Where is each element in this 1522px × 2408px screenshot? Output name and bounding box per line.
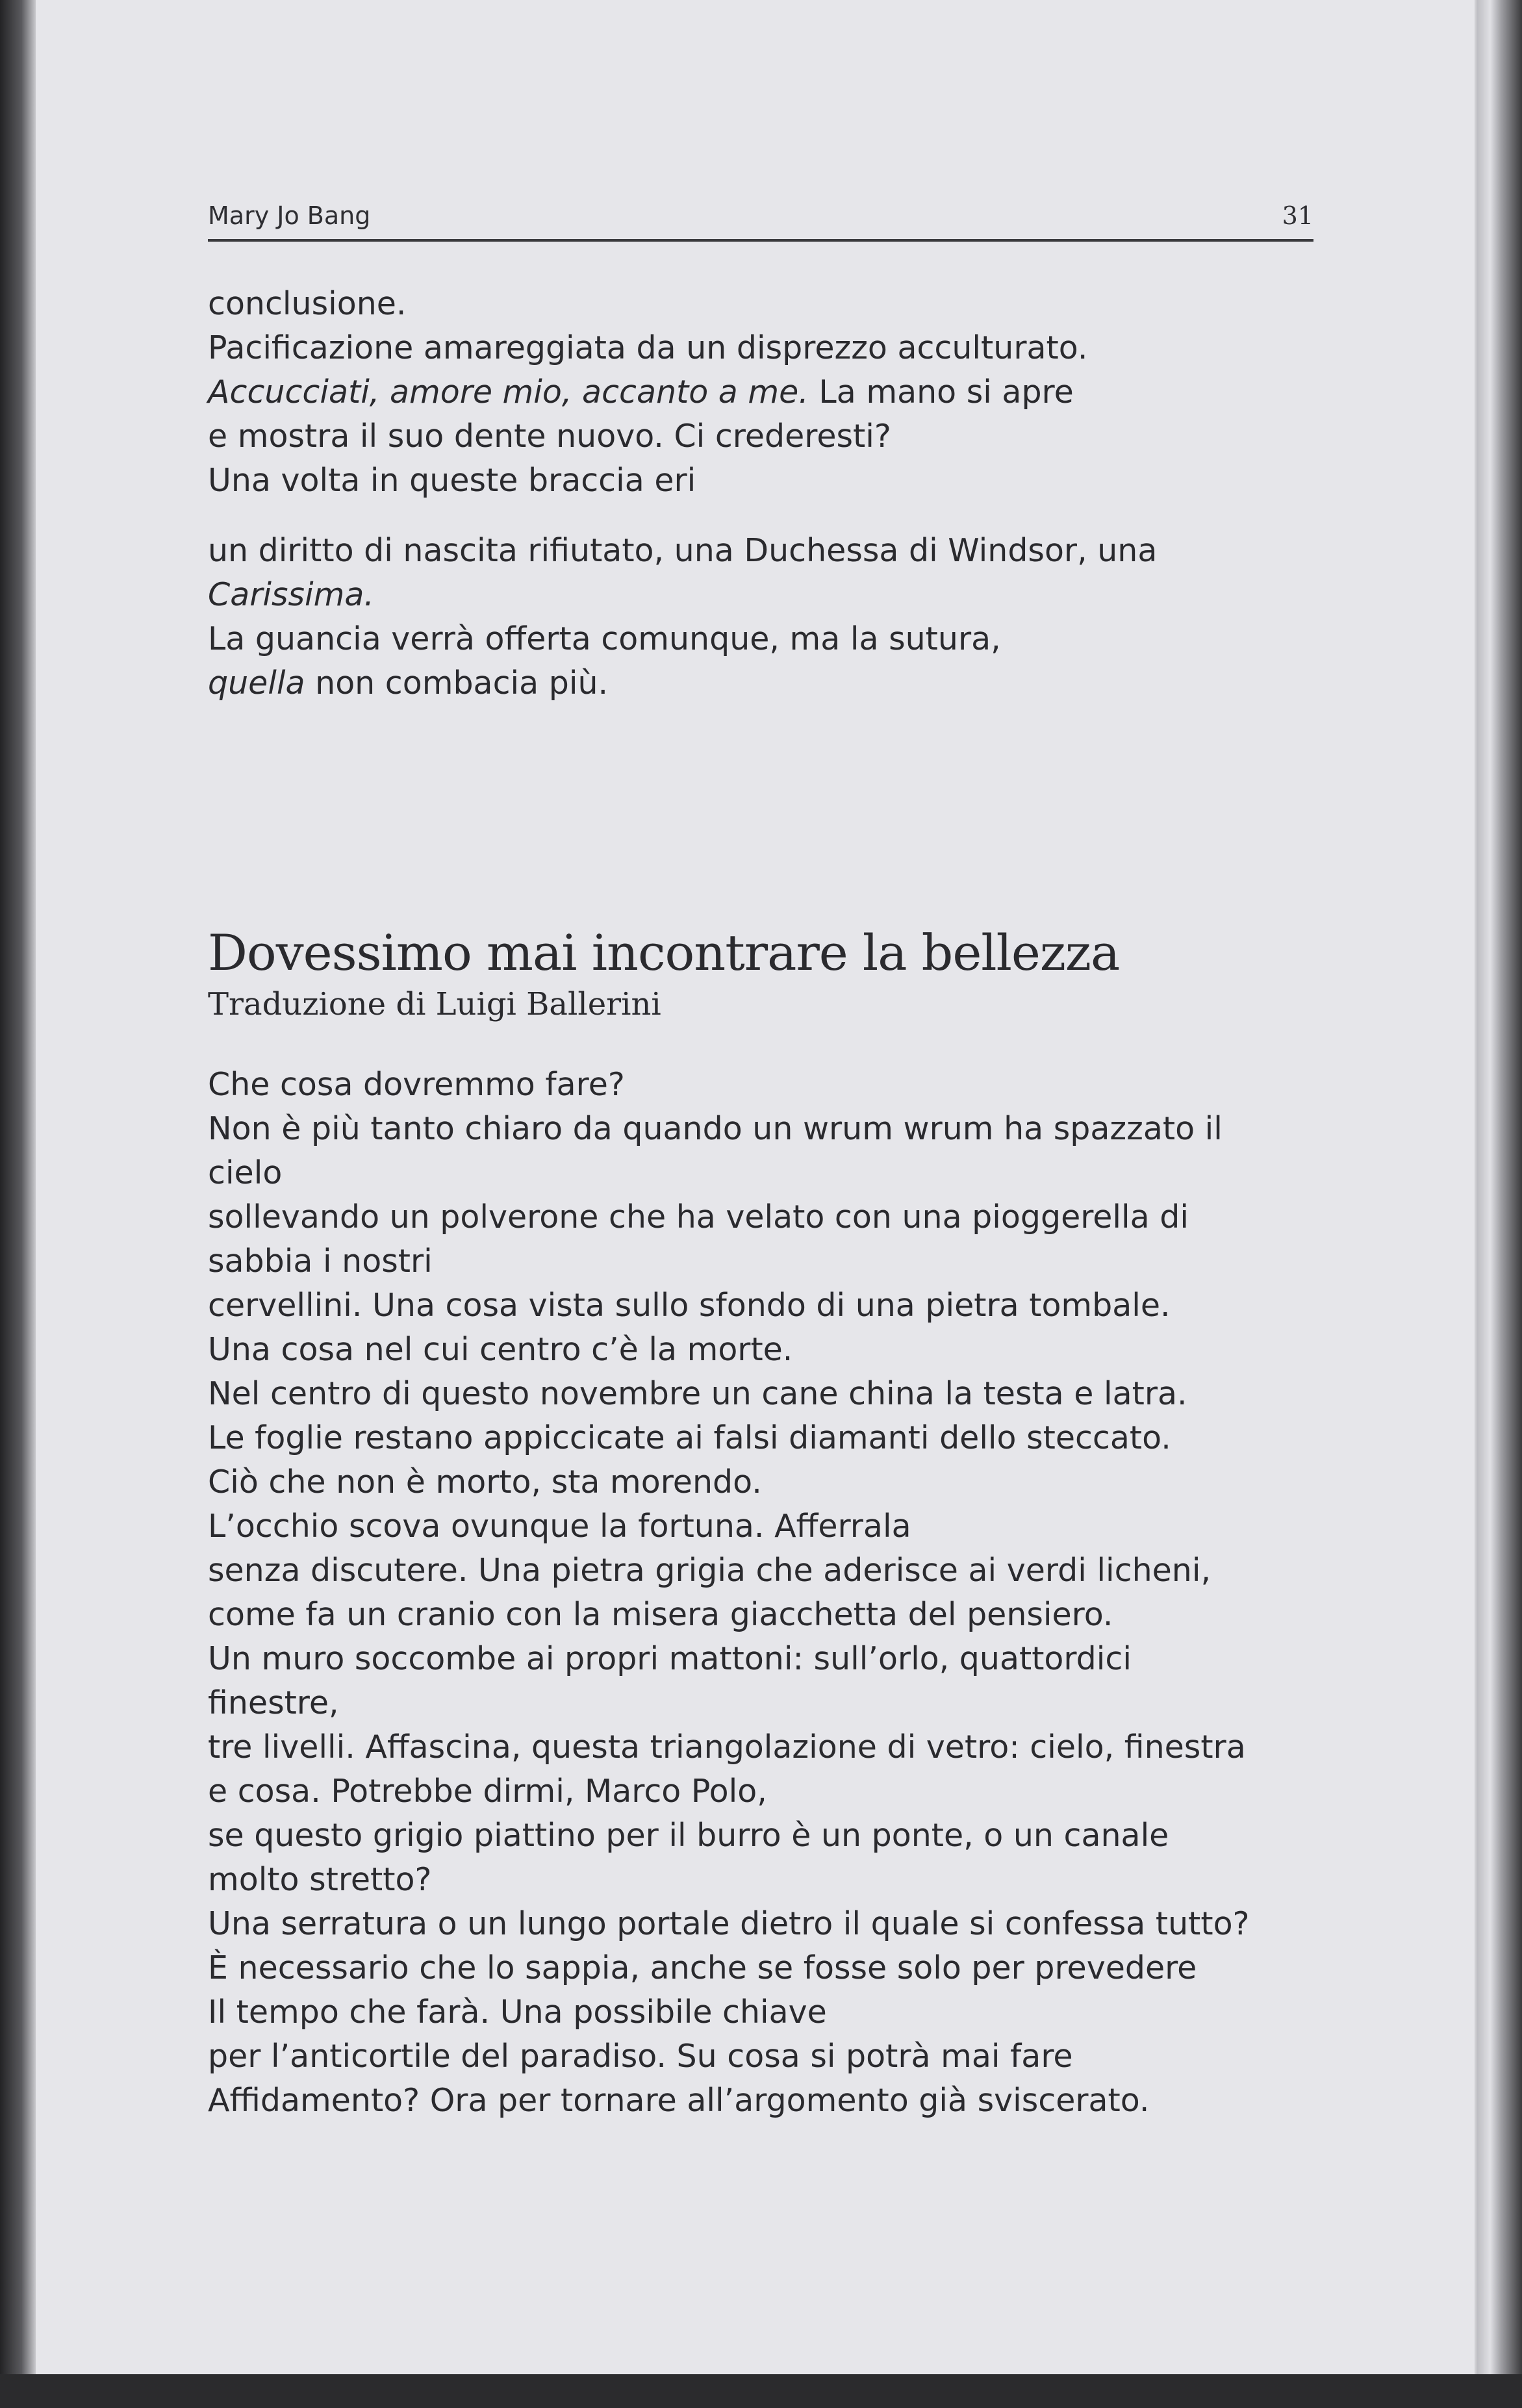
book-gutter (0, 0, 36, 2408)
poem-body (208, 1063, 1351, 2123)
poem-line (208, 370, 1351, 414)
page-bottom-shadow (0, 2374, 1522, 2408)
running-head-author: Mary Jo Bang (208, 201, 371, 230)
poem-line: conclusione. (208, 285, 407, 322)
translator-credit: Traduzione di Luigi Ballerini (208, 986, 661, 1022)
poem-line: Una serratura o un lungo portale dietro il quale si confessa tutto? (208, 1905, 1250, 1942)
poem-line (208, 661, 1351, 705)
poem-line: come fa un cranio con la misera giacchetta del pensiero. (208, 1596, 1113, 1633)
poem-line: Un muro soccombe ai propri mattoni: sull’orlo, quattordici (208, 1640, 1132, 1677)
italic-phrase: Accucciati, amore mio, accanto a me. (208, 374, 809, 411)
poem-line: cielo (208, 1154, 283, 1191)
poem-continuation-stanza-1 (208, 282, 1351, 503)
poem-line: finestre, (208, 1684, 339, 1721)
poem-line (208, 573, 1351, 617)
poem-line: e cosa. Potrebbe dirmi, Marco Polo, (208, 1773, 767, 1810)
poem-line: per l’anticortile del paradiso. Su cosa si potrà mai fare (208, 2038, 1073, 2075)
poem-line: Non è più tanto chiaro da quando un wrum wrum ha spazzato il (208, 1110, 1223, 1147)
poem-line: È necessario che lo sappia, anche se fosse solo per prevedere (208, 1949, 1197, 1986)
poem-line: tre livelli. Affascina, questa triangolazione di vetro: cielo, finestra (208, 1729, 1246, 1766)
poem-line: sabbia i nostri (208, 1243, 433, 1280)
poem-line: Una volta in queste braccia eri (208, 462, 696, 499)
poem-continuation-stanza-2 (208, 529, 1351, 705)
running-header (208, 194, 1313, 242)
poem-line-tail: non combacia più. (305, 665, 609, 702)
poem-line: e mostra il suo dente nuovo. Ci crederesti? (208, 418, 891, 455)
poem-line-tail: La mano si apre (808, 374, 1074, 411)
poem-line: L’occhio scova ovunque la fortuna. Afferrala (208, 1508, 911, 1545)
poem-line: sollevando un polverone che ha velato con una pioggerella di (208, 1198, 1189, 1236)
italic-word: quella (208, 665, 305, 702)
poem-line: Affidamento? Ora per tornare all’argomento già sviscerato. (208, 2082, 1150, 2119)
poem-line: molto stretto? (208, 1861, 432, 1898)
poem-line: Pacificazione amareggiata da un disprezzo acculturato. (208, 329, 1088, 366)
poem-line: Ciò che non è morto, sta morendo. (208, 1464, 762, 1501)
page-edge (1477, 0, 1522, 2408)
page-number: 31 (1282, 201, 1313, 230)
poem-line: senza discutere. Una pietra grigia che aderisce ai verdi licheni, (208, 1552, 1211, 1589)
poem-line: Le foglie restano appiccicate ai falsi diamanti dello steccato. (208, 1419, 1171, 1456)
poem-line: Il tempo che farà. Una possibile chiave (208, 1994, 827, 2031)
italic-word: Carissima. (208, 576, 375, 613)
poem-line: se questo grigio piattino per il burro è un ponte, o un canale (208, 1817, 1169, 1854)
poem-title: Dovessimo mai incontrare la bellezza (208, 924, 1120, 982)
poem-line: Che cosa dovremmo fare? (208, 1066, 625, 1103)
poem-line: cervellini. Una cosa vista sullo sfondo di una pietra tombale. (208, 1287, 1171, 1324)
poem-line: La guancia verrà offerta comunque, ma la sutura, (208, 620, 1001, 657)
poem-line: Una cosa nel cui centro c’è la morte. (208, 1331, 793, 1368)
poem-line: Nel centro di questo novembre un cane china la testa e latra. (208, 1375, 1187, 1412)
poem-line: un diritto di nascita rifiutato, una Duchessa di Windsor, una (208, 532, 1158, 569)
